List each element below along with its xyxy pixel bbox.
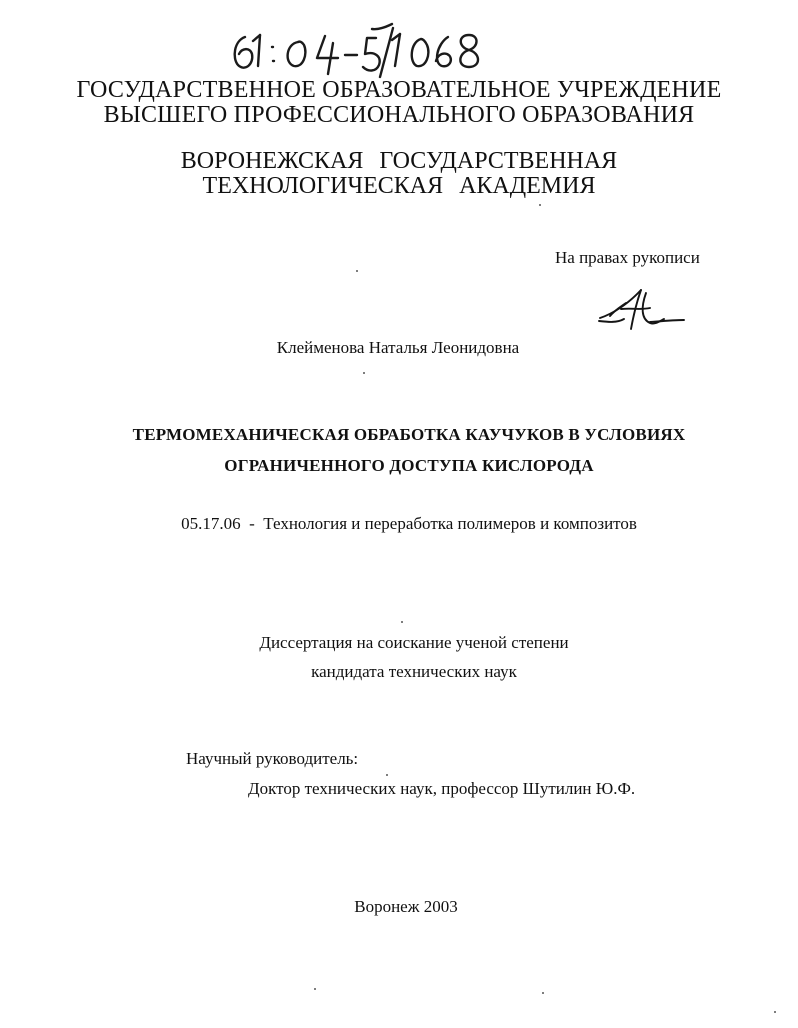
dissertation-title-line-2: ОГРАНИЧЕННОГО ДОСТУПА КИСЛОРОДА (224, 456, 594, 475)
scan-speck (539, 204, 541, 206)
rights-notice: На правах рукописи (555, 248, 700, 267)
institution-line-1: ГОСУДАРСТВЕННОЕ ОБРАЗОВАТЕЛЬНОЕ УЧРЕЖДЕНИЕ (76, 77, 722, 103)
academy-line-1: ВОРОНЕЖСКАЯ ГОСУДАРСТВЕННАЯ (180, 148, 618, 174)
scan-speck (356, 270, 358, 272)
degree-line-2: кандидата технических наук (311, 662, 517, 681)
author-name: Клейменова Наталья Леонидовна (276, 338, 520, 357)
degree-line-1: Диссертация на соискание ученой степени (259, 633, 569, 652)
supervisor-label: Научный руководитель: (186, 749, 359, 768)
scan-speck (363, 372, 365, 374)
scan-speck (386, 774, 388, 776)
supervisor-name: Доктор технических наук, профессор Шутилин Ю.Ф. (248, 779, 636, 798)
handwritten-signature (594, 284, 688, 336)
scan-speck (314, 988, 316, 990)
academy-line-2: ТЕХНОЛОГИЧЕСКАЯ АКАДЕМИЯ (202, 173, 596, 199)
city-and-year: Воронеж 2003 (354, 897, 458, 916)
specialty-code-and-name: 05.17.06 - Технология и переработка полимеров и композитов (181, 514, 637, 533)
scan-speck (774, 1011, 776, 1013)
dissertation-title-line-1: ТЕРМОМЕХАНИЧЕСКАЯ ОБРАБОТКА КАУЧУКОВ В УСЛОВИЯХ (132, 425, 686, 444)
scan-speck (542, 992, 544, 994)
handwritten-archive-number (222, 16, 492, 80)
institution-line-2: ВЫСШЕГО ПРОФЕССИОНАЛЬНОГО ОБРАЗОВАНИЯ (103, 102, 695, 128)
scan-speck (401, 621, 403, 623)
